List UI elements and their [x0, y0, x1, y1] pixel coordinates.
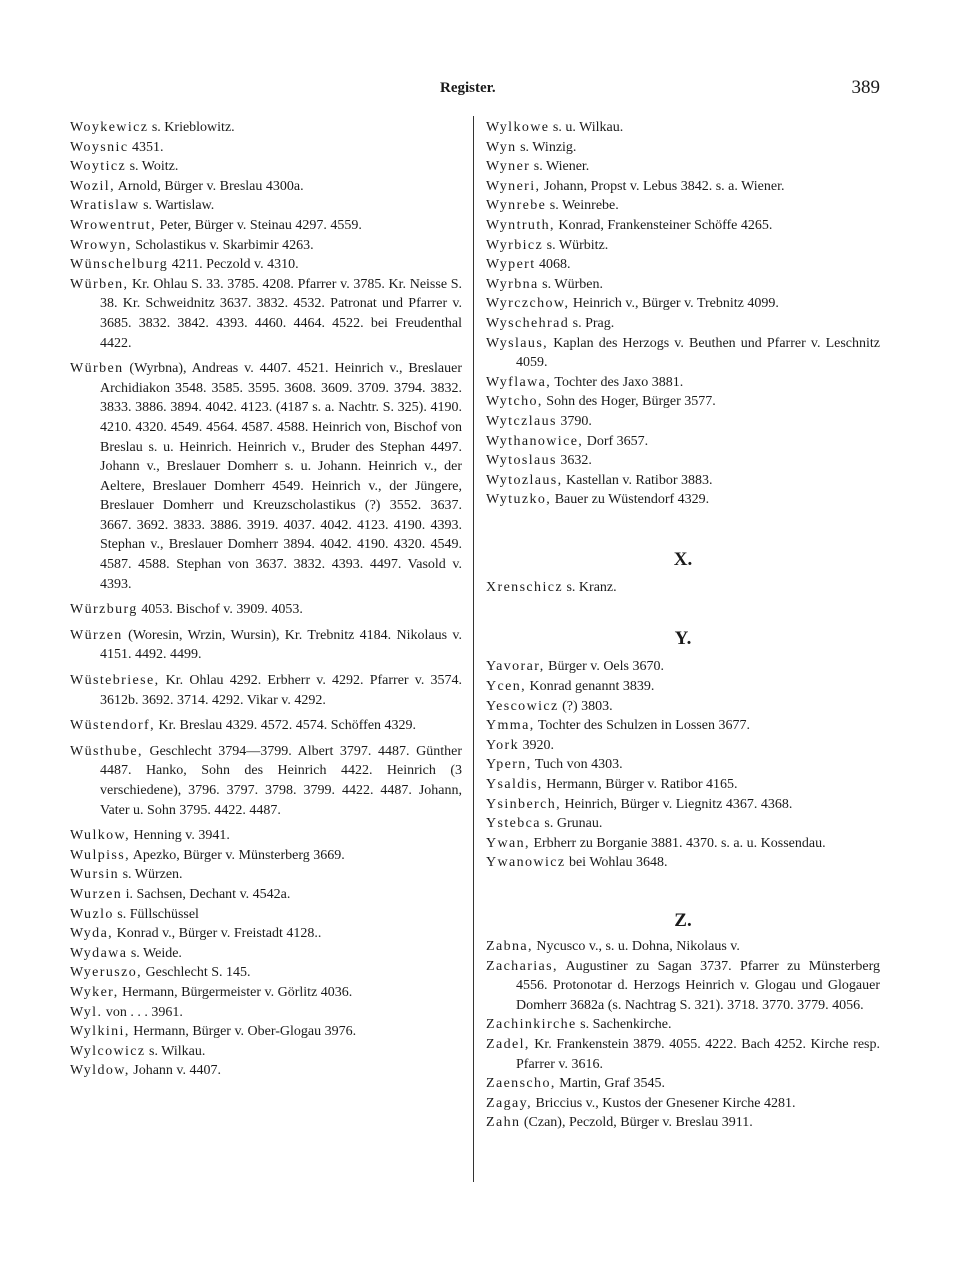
page-header [0, 77, 960, 102]
entry-headword: Wyn [486, 139, 517, 155]
entry-headword: Ywanowicz [486, 855, 566, 871]
entry-text: s. Woitz. [126, 159, 179, 175]
entry-headword: Wyl. [70, 1004, 103, 1020]
entry-headword: Wyeruszo, [70, 965, 143, 981]
entry-text: s. Wilkau. [145, 1043, 206, 1059]
entry-headword: Zabna, [486, 939, 533, 954]
entry-headword: Wyner [486, 159, 531, 175]
entry-text: Briccius v., Kustos der Gnesener Kirche 4281. [531, 1095, 796, 1111]
entry-headword: Ywan, [486, 835, 530, 851]
entry-text: von . . . 3961. [102, 1004, 183, 1020]
index-entry [70, 826, 462, 846]
index-entry [486, 957, 880, 1016]
index-entry [70, 118, 462, 138]
index-entry [486, 255, 880, 275]
index-entry [486, 1074, 880, 1094]
entry-headword: Ycen, [486, 679, 527, 695]
entry-text: Hermann, Bürger v. Ober-Glogau 3976. [129, 1024, 357, 1040]
entry-text: s. Winzig. [516, 139, 577, 155]
entry-headword: Wydawa [70, 945, 128, 961]
entry-headword: Wyldow, [70, 1063, 130, 1079]
entry-headword: Zachinkirche [486, 1017, 577, 1033]
index-entry [486, 490, 880, 510]
entry-text: Konrad v., Bürger v. Freistadt 4128.. [113, 926, 322, 942]
entry-headword: Ysinberch, [486, 796, 562, 812]
index-entry [486, 138, 880, 158]
index-entry [486, 716, 880, 736]
index-entry [70, 157, 462, 177]
entry-text: s. Würzen. [119, 867, 183, 883]
entry-headword: Woyticz [70, 159, 127, 175]
entry-headword: Wuzlo [70, 906, 114, 922]
index-entry [70, 236, 462, 256]
index-entry [486, 294, 880, 314]
entry-text: s. Wartislaw. [139, 198, 215, 214]
index-entry [486, 795, 880, 815]
index-entry [486, 657, 880, 677]
entry-text: Geschlecht 3794—3799. Albert 3797. 4487. Günther 4487. Hanko, Sohn des Heinrich 4422. Heinrich (3 verschiedene), 3796. 3797. 3798. 3799. 4422. 4487. Johann, Vater u. Sohn 3795. 4422. 4487. [100, 743, 462, 818]
entry-headword: Würzen [70, 627, 123, 643]
entry-text: i. Sachsen, Dechant v. 4542a. [122, 886, 291, 902]
entry-text: 3790. [556, 413, 592, 429]
entry-headword: Zadel, [486, 1036, 530, 1052]
entry-headword: Wyrbna [486, 276, 539, 292]
entry-text: (?) 3803. [558, 698, 613, 714]
entry-text: Henning v. 3941. [130, 828, 230, 844]
entry-text: Augustiner zu Sagan 3737. Pfarrer zu Münsterberg 4556. Protonotar d. Herzogs Heinrich v. Glogau und Glogauer Domherr 3682a (s. Nachtrag S. 321). 3718. 3770. 3779. 4056. [516, 958, 880, 1013]
entry-text: Tuch von 4303. [531, 757, 623, 773]
entry-text: Nycusco v., s. u. Dohna, Nikolaus v. [532, 939, 740, 954]
entry-headword: Xrenschicz [486, 579, 563, 595]
entry-text: Sohn des Hoger, Bürger 3577. [542, 394, 716, 410]
index-entry [70, 905, 462, 925]
index-entry [70, 600, 462, 620]
index-entry [486, 1035, 880, 1074]
entry-text: Arnold, Bürger v. Breslau 4300a. [115, 178, 304, 194]
index-entry [70, 275, 462, 353]
index-entry [486, 412, 880, 432]
index-entry [486, 177, 880, 197]
entry-text: Kastellan v. Ratibor 3883. [562, 472, 713, 488]
entry-headword: Wynrebe [486, 198, 547, 214]
entry-text: s. Krieblowitz. [148, 120, 235, 135]
entry-headword: Zagay, [486, 1095, 532, 1111]
entry-headword: Wyslaus, [486, 335, 549, 351]
entry-headword: Wyntruth, [486, 217, 555, 233]
column-divider [473, 116, 474, 1182]
entry-headword: Wytuzko, [486, 492, 552, 508]
entry-text: s. Füllschüssel [113, 906, 199, 922]
index-entry [486, 775, 880, 795]
entry-headword: Yavorar, [486, 659, 545, 675]
entry-headword: Würzburg [70, 602, 138, 618]
entry-text: Hermann, Bürger v. Ratibor 4165. [542, 777, 738, 793]
entry-text: Kaplan des Herzogs v. Beuthen und Pfarrer v. Leschnitz 4059. [516, 335, 880, 371]
entry-headword: Wratislaw [70, 198, 140, 214]
entry-text: Dorf 3657. [583, 433, 649, 449]
index-entry [70, 1061, 462, 1081]
entry-text: s. Würbitz. [543, 237, 609, 253]
entry-text: 4351. [128, 139, 164, 155]
index-entry [486, 697, 880, 717]
index-entry [486, 1015, 880, 1035]
entry-headword: Wylkowe [486, 120, 550, 135]
entry-headword: Wytozlaus, [486, 472, 563, 488]
entry-headword: Wylcowicz [70, 1043, 146, 1059]
index-entry [486, 196, 880, 216]
entry-headword: Wyschehrad [486, 315, 570, 331]
entry-text: Heinrich, Bürger v. Liegnitz 4367. 4368. [561, 796, 793, 812]
entry-headword: Wypert [486, 257, 536, 273]
entry-text: s. Weinrebe. [546, 198, 619, 214]
index-entry [486, 236, 880, 256]
entry-text: s. Wiener. [530, 159, 590, 175]
index-entry [486, 373, 880, 393]
index-entry [70, 1042, 462, 1062]
entry-headword: Wythanowice, [486, 433, 584, 449]
entry-headword: Wrowyn, [70, 237, 132, 253]
index-entry [486, 275, 880, 295]
entry-text: 4068. [535, 257, 571, 273]
entry-headword: Yescowicz [486, 698, 559, 714]
index-entry [486, 451, 880, 471]
entry-text: Kr. Frankenstein 3879. 4055. 4222. Bach 4252. Kirche resp. Pfarrer v. 3616. [516, 1036, 880, 1072]
entry-headword: Wüstebriese, [70, 673, 160, 689]
entry-text: Bauer zu Wüstendorf 4329. [551, 492, 710, 508]
entry-text: (Wyrbna), Andreas v. 4407. 4521. Heinrich v., Breslauer Archidiakon 3548. 3585. 3595. 3608. 3609. 3709. 3794. 3832. 3833. 3886. 3894. 4042. 4123. (4187 s. a. Nachtr. S. 325). 4190. 4210. 4320. 4549. 4564. 4587. 4588. Heinrich von, Bischof von Breslau s. u. Heinrich. Heinrich v., Bruder des Stephan 4497. Johann v., Breslauer Domherr s. u. Johann. Heinrich v., der Aeltere, Breslauer Domherr 4549. Heinrich v., der Jüngere, Breslauer Domherr und Kreuzscholastikus (?) 3552. 3637. 3667. 3692. 3833. 3886. 3919. 4037. 4042. 4123. 4190. 4393. Stephan v., Breslauer Domherr 3894. 4042. 4190. 4320. 4549. 4587. 4588. Stephan von 3637. 3832. 4393. 4497. Vasold v. 4393. [100, 361, 462, 592]
entry-headword: Zacharias, [486, 958, 558, 974]
entry-headword: Wylkini, [70, 1024, 130, 1040]
entry-headword: Wrowentrut, [70, 217, 156, 233]
entry-text: Geschlecht S. 145. [142, 965, 251, 981]
index-entry [486, 334, 880, 373]
entry-headword: Ymma, [486, 718, 535, 734]
entry-text: s. Prag. [569, 315, 615, 331]
entry-headword: Würben [70, 361, 124, 377]
index-entry [486, 1113, 880, 1133]
section-heading-x: X. [673, 548, 693, 570]
index-entry [70, 138, 462, 158]
entry-text: Johann, Propst v. Lebus 3842. s. a. Wiener. [540, 178, 785, 194]
entry-text: s. Kranz. [562, 579, 617, 595]
left-column [70, 118, 462, 1081]
entry-headword: Zaenscho, [486, 1076, 556, 1092]
entry-text: 4053. Bischof v. 3909. 4053. [137, 602, 303, 618]
index-entry [70, 1003, 462, 1023]
index-entry [486, 432, 880, 452]
index-entry [70, 924, 462, 944]
entry-text: Hermann, Bürgermeister v. Görlitz 4036. [118, 984, 353, 1000]
z-entries [486, 937, 880, 1133]
index-entry [486, 578, 880, 598]
entry-text: Martin, Graf 3545. [555, 1076, 666, 1092]
entry-text: Kr. Breslau 4329. 4572. 4574. Schöffen 4329. [155, 718, 417, 734]
entry-text: 3632. [556, 453, 592, 469]
index-entry [70, 216, 462, 236]
index-entry [486, 216, 880, 236]
entry-headword: Würben, [70, 276, 129, 292]
entry-text: (Czan), Peczold, Bürger v. Breslau 3911. [520, 1115, 753, 1131]
entry-text: Konrad genannt 3839. [526, 679, 655, 695]
entry-headword: Wursin [70, 867, 120, 883]
entry-headword: Wytoslaus [486, 453, 557, 469]
entry-text: s. u. Wilkau. [549, 120, 624, 135]
entry-headword: Ystebca [486, 816, 541, 832]
entry-headword: Wytczlaus [486, 413, 557, 429]
index-entry [486, 814, 880, 834]
entry-headword: Woykewicz [70, 120, 149, 135]
entry-text: 4211. Peczold v. 4310. [168, 257, 299, 273]
entry-headword: Wyrbicz [486, 237, 544, 253]
index-entry [70, 944, 462, 964]
index-entry [486, 118, 880, 138]
index-entry [486, 677, 880, 697]
entry-headword: Woysnic [70, 139, 129, 155]
entry-headword: Wyneri, [486, 178, 541, 194]
entry-headword: Wüstendorf, [70, 718, 155, 734]
index-entry [486, 392, 880, 412]
entry-text: Bürger v. Oels 3670. [544, 659, 664, 675]
index-entry [486, 755, 880, 775]
entry-text: Erbherr zu Borganie 3881. 4370. s. a. u. Kossendau. [529, 835, 826, 851]
index-entry [70, 671, 462, 710]
index-entry [486, 1094, 880, 1114]
index-entry [486, 834, 880, 854]
index-entry [70, 865, 462, 885]
entry-headword: Wurzen [70, 886, 123, 902]
index-entry [486, 937, 880, 957]
index-entry [486, 853, 880, 873]
entry-text: Scholastikus v. Skarbimir 4263. [131, 237, 314, 253]
entry-headword: Wozil, [70, 178, 115, 194]
running-title: Register. [440, 80, 496, 96]
section-heading-z: Z. [674, 910, 692, 931]
entry-text: (Woresin, Wrzin, Wursin), Kr. Trebnitz 4184. Nikolaus v. 4151. 4492. 4499. [100, 627, 462, 663]
index-entry [486, 736, 880, 756]
index-entry [70, 742, 462, 820]
entry-headword: Wyflawa, [486, 374, 552, 390]
entry-text: 3920. [518, 737, 554, 753]
section-heading-y: Y. [674, 628, 692, 650]
index-entry [70, 716, 462, 736]
entry-text: Kr. Ohlau 4292. Erbherr v. 4292. Pfarrer v. 3574. 3612b. 3692. 3714. 4292. Vikar v. 4292. [100, 673, 462, 708]
entry-headword: Wulkow, [70, 828, 131, 844]
index-entry [486, 471, 880, 491]
entry-text: Apezko, Bürger v. Münsterberg 3669. [130, 847, 345, 863]
index-entry [70, 177, 462, 197]
entry-headword: Wulpiss, [70, 847, 131, 863]
index-entry [486, 157, 880, 177]
page-number: 389 [851, 77, 880, 98]
entry-text: s. Grunau. [540, 816, 603, 832]
entry-text: s. Sachenkirche. [576, 1017, 672, 1033]
entry-text: Kr. Ohlau S. 33. 3785. 4208. Pfarrer v. 3785. Kr. Neisse S. 38. Kr. Schweidnitz 3637. 3832. 4532. Patronat und Pfarrer v. 3685. 3832. 3842. 4393. 4460. 4464. 4522. bei Freudenthal 4422. [100, 276, 462, 351]
entry-text: Konrad, Frankensteiner Schöffe 4265. [554, 217, 773, 233]
entry-headword: Wyda, [70, 926, 114, 942]
w-entries [486, 118, 880, 510]
y-entries [486, 657, 880, 873]
index-entry [70, 983, 462, 1003]
entry-text: Tochter des Jaxo 3881. [551, 374, 684, 390]
index-entry [70, 963, 462, 983]
entry-text: Heinrich v., Bürger v. Trebnitz 4099. [569, 296, 779, 312]
entry-headword: Wytcho, [486, 394, 543, 410]
entry-text: Peter, Bürger v. Steinau 4297. 4559. [155, 217, 362, 233]
entry-text: Johann v. 4407. [129, 1063, 222, 1079]
x-entries [486, 578, 880, 598]
entry-headword: Wyrczchow, [486, 296, 570, 312]
entry-headword: York [486, 737, 519, 753]
entry-text: bei Wohlau 3648. [565, 855, 668, 871]
right-column [486, 118, 880, 1133]
index-entry [486, 314, 880, 334]
entry-headword: Ysaldis, [486, 777, 543, 793]
entry-headword: Ypern, [486, 757, 532, 773]
entry-headword: Wünschelburg [70, 257, 169, 273]
entry-headword: Wyker, [70, 984, 119, 1000]
entry-text: s. Würben. [538, 276, 603, 292]
index-entry [70, 885, 462, 905]
index-entry [70, 846, 462, 866]
index-entry [70, 359, 462, 594]
index-entry [70, 626, 462, 665]
index-entry [70, 255, 462, 275]
index-entry [70, 196, 462, 216]
entry-text: s. Weide. [127, 945, 182, 961]
index-entry [70, 1022, 462, 1042]
entry-text: Tochter des Schulzen in Lossen 3677. [534, 718, 750, 734]
entry-headword: Wüsthube, [70, 743, 143, 759]
entry-headword: Zahn [486, 1115, 521, 1131]
